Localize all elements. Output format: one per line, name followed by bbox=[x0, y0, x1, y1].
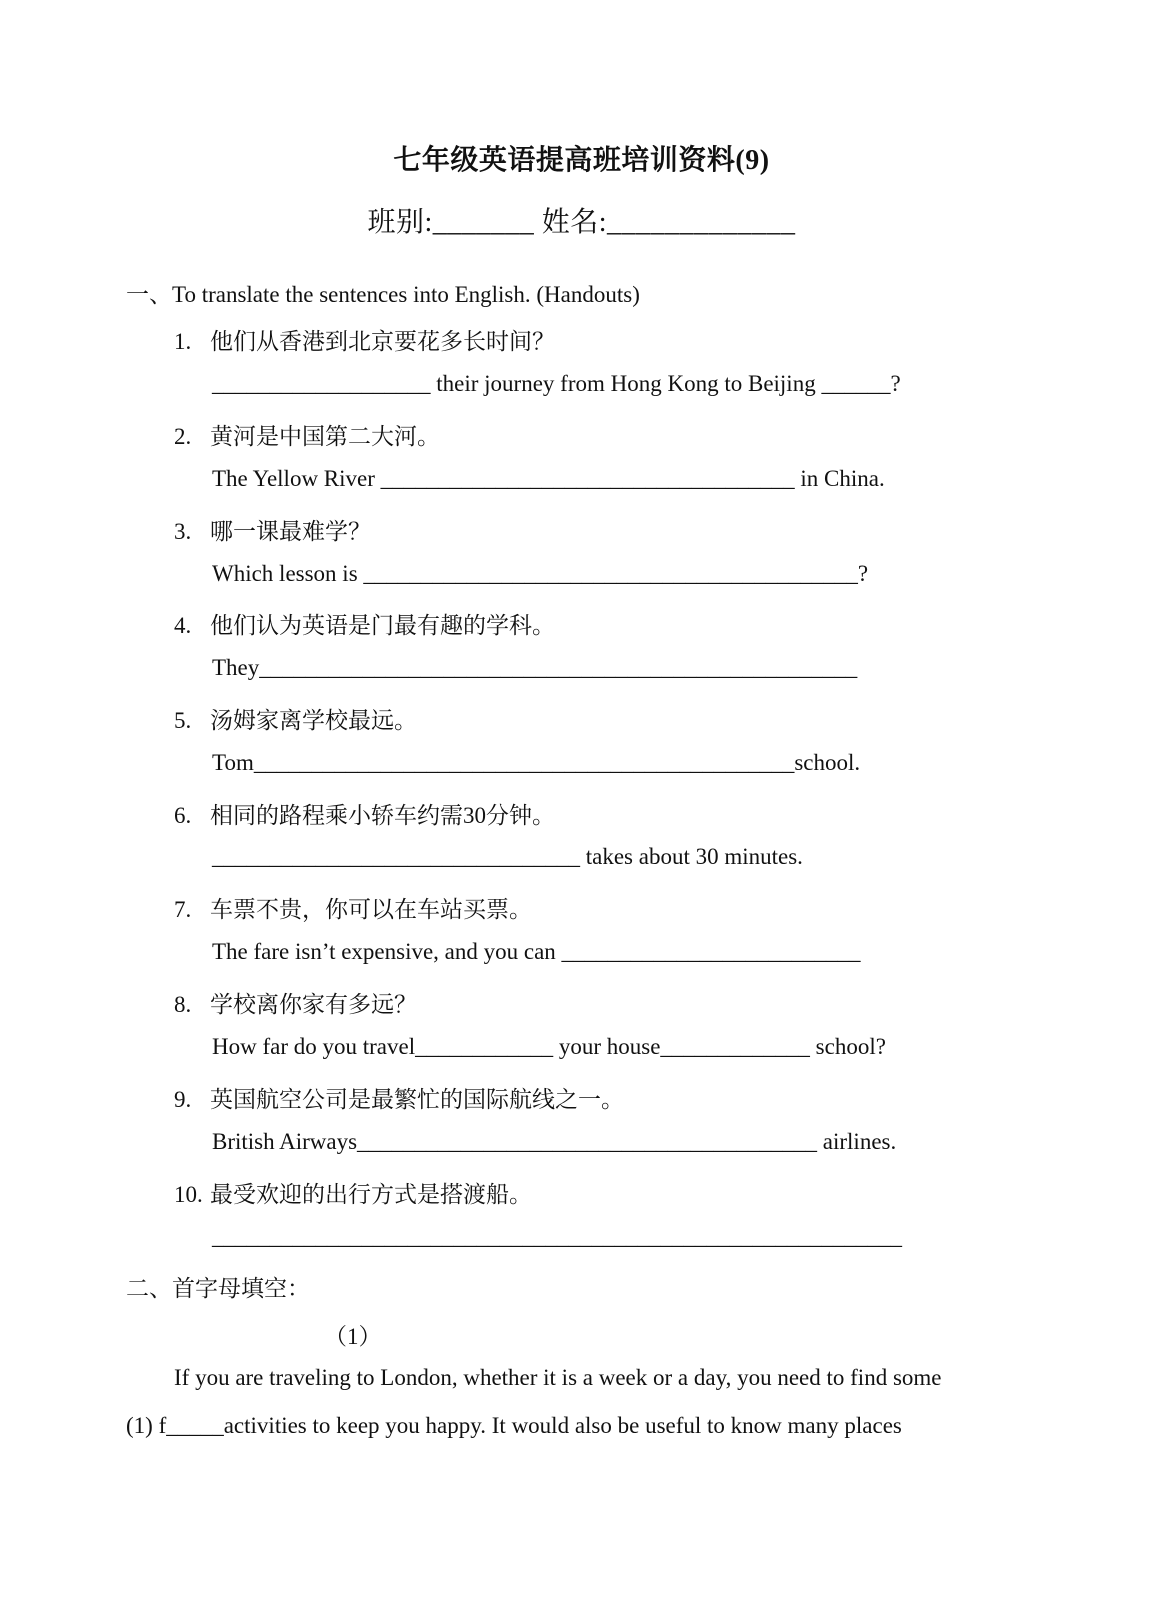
question-text: 车票不贵，你可以在车站买票。 bbox=[210, 897, 532, 922]
question-10-answer-line: ____________________________________________________________ bbox=[212, 1224, 902, 1249]
question-number: 4. bbox=[174, 613, 192, 638]
question-7-answer-line: The fare isn’t expensive, and you can __________________________ bbox=[212, 939, 861, 964]
question-6-prompt bbox=[174, 797, 555, 830]
question-number: 7. bbox=[174, 897, 192, 922]
question-number: 8. bbox=[174, 992, 192, 1017]
passage-label: （1） bbox=[324, 1324, 382, 1349]
question-text: 学校离你家有多远？ bbox=[210, 992, 417, 1017]
question-5-prompt bbox=[174, 702, 417, 735]
question-text: 相同的路程乘小轿车约需30分钟。 bbox=[210, 803, 555, 828]
question-2-answer-line: The Yellow River ____________________________________ in China. bbox=[212, 466, 885, 491]
document-title: 七年级英语提高班培训资料(9) bbox=[393, 145, 770, 176]
section-2-heading: 二、首字母填空： bbox=[126, 1276, 310, 1301]
question-8-answer-line: How far do you travel____________ your house_____________ school? bbox=[212, 1034, 886, 1059]
question-number: 6. bbox=[174, 803, 192, 828]
passage-line-2: (1) f_____activities to keep you happy. It would also be useful to know many places bbox=[126, 1413, 902, 1438]
question-1-answer-line: ___________________ their journey from Hong Kong to Beijing ______? bbox=[212, 371, 901, 396]
question-10-prompt bbox=[174, 1176, 532, 1209]
question-6-answer-line: ________________________________ takes about 30 minutes. bbox=[212, 844, 803, 869]
passage-line-1: If you are traveling to London, whether it is a week or a day, you need to find some bbox=[174, 1365, 942, 1390]
question-number: 1. bbox=[174, 329, 192, 354]
question-number: 3. bbox=[174, 519, 192, 544]
question-number: 10. bbox=[174, 1182, 203, 1207]
question-9-answer-line: British Airways________________________________________ airlines. bbox=[212, 1129, 897, 1154]
question-3-answer-line: Which lesson is ___________________________________________? bbox=[212, 561, 869, 586]
question-number: 5. bbox=[174, 708, 192, 733]
question-text: 最受欢迎的出行方式是搭渡船。 bbox=[210, 1182, 532, 1207]
question-text: 他们认为英语是门最有趣的学科。 bbox=[210, 613, 555, 638]
section-1-heading: 一、To translate the sentences into English. (Handouts) bbox=[126, 282, 640, 307]
question-text: 汤姆家离学校最远。 bbox=[210, 708, 417, 733]
question-4-answer-line: They____________________________________________________ bbox=[212, 655, 858, 680]
question-2-prompt bbox=[174, 418, 440, 451]
question-8-prompt bbox=[174, 986, 417, 1019]
question-text: 哪一课最难学？ bbox=[210, 519, 371, 544]
question-text: 他们从香港到北京要花多长时间？ bbox=[210, 329, 555, 354]
question-9-prompt bbox=[174, 1081, 624, 1114]
question-3-prompt bbox=[174, 513, 371, 546]
question-5-answer-line: Tom_______________________________________________school. bbox=[212, 750, 861, 775]
class-name-line: 班别:_______ 姓名:_____________ bbox=[367, 207, 796, 238]
question-1-prompt bbox=[174, 323, 555, 356]
question-text: 英国航空公司是最繁忙的国际航线之一。 bbox=[210, 1087, 624, 1112]
question-number: 9. bbox=[174, 1087, 192, 1112]
question-7-prompt bbox=[174, 891, 532, 924]
question-text: 黄河是中国第二大河。 bbox=[210, 424, 440, 449]
question-number: 2. bbox=[174, 424, 192, 449]
question-4-prompt bbox=[174, 607, 555, 640]
